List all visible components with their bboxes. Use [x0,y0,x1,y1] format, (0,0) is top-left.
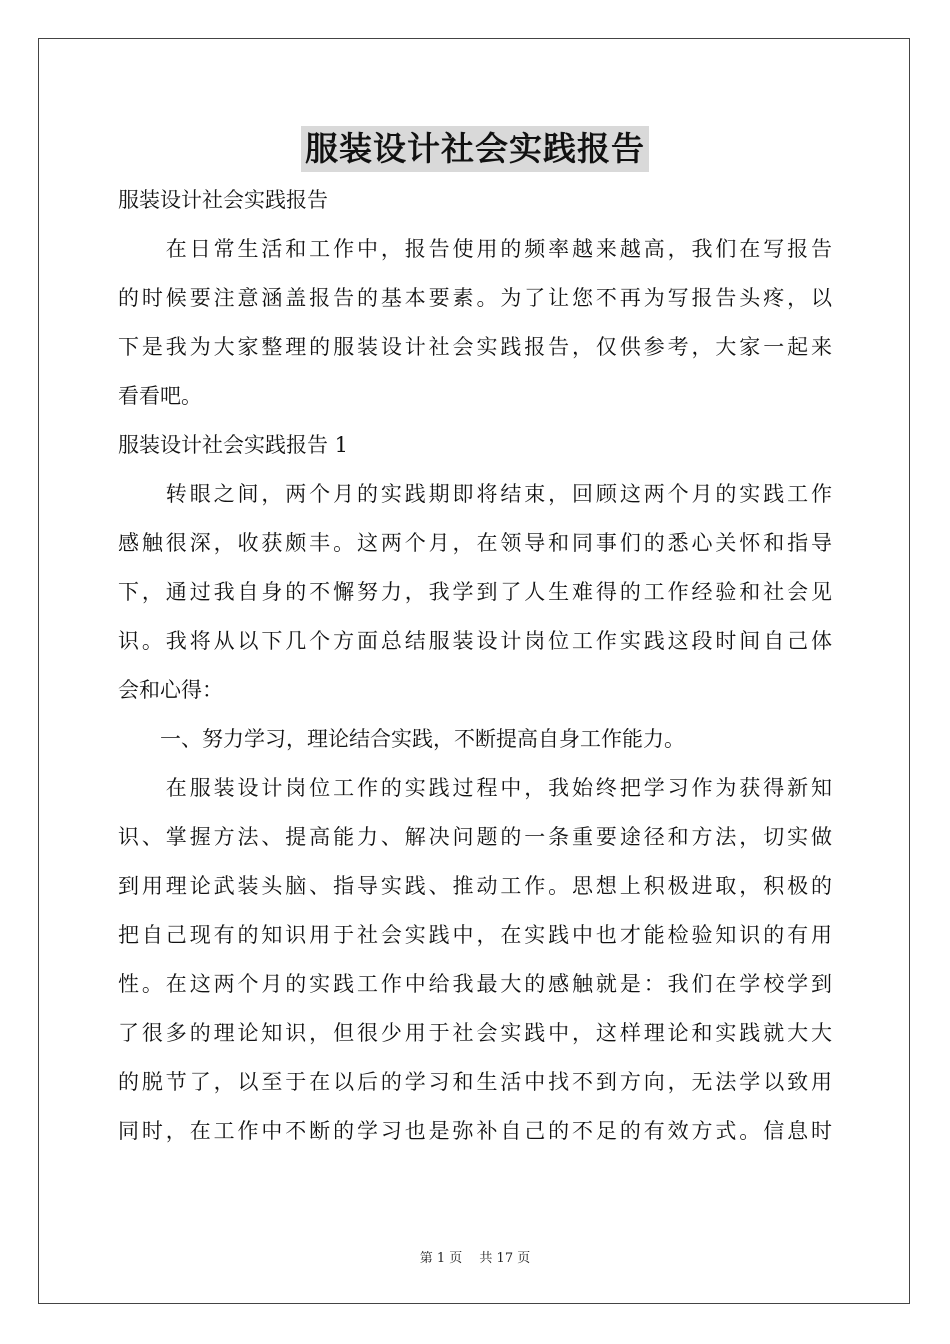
text-line: 识、掌握方法、提高能力、解决问题的一条重要途径和方法，切实做 [118,825,832,849]
text-line: 把自己现有的知识用于社会实践中，在实践中也才能检验知识的有用 [118,923,832,947]
text-line: 性。在这两个月的实践工作中给我最大的感触就是：我们在学校学到 [118,972,832,996]
text-line: 的时候要注意涵盖报告的基本要素。为了让您不再为写报告头疼，以 [118,286,832,310]
text-line: 识。我将从以下几个方面总结服装设计岗位工作实践这段时间自己体 [118,629,832,653]
text-line: 下，通过我自身的不懈努力，我学到了人生难得的工作经验和社会见 [118,580,832,604]
title-container [0,126,950,172]
text-line: 了很多的理论知识，但很少用于社会实践中，这样理论和实践就大大 [118,1021,832,1045]
text-line: 在日常生活和工作中，报告使用的频率越来越高，我们在写报告 [118,237,832,261]
text-line: 转眼之间，两个月的实践期即将结束，回顾这两个月的实践工作 [118,482,832,506]
document-title: 服装设计社会实践报告 [301,126,649,172]
document-body [118,176,832,1156]
text-line: 一、努力学习，理论结合实践，不断提高自身工作能力。 [118,727,685,751]
text-line: 下是我为大家整理的服装设计社会实践报告，仅供参考，大家一起来 [118,335,832,359]
section-heading: 服装设计社会实践报告 1 [118,433,349,457]
text-line: 同时，在工作中不断的学习也是弥补自己的不足的有效方式。信息时 [118,1119,832,1143]
text-line: 在服装设计岗位工作的实践过程中，我始终把学习作为获得新知 [118,776,832,800]
text-line: 到用理论武装头脑、指导实践、推动工作。思想上积极进取，积极的 [118,874,832,898]
text-line: 看看吧。 [118,384,202,408]
text-line: 服装设计社会实践报告 [118,188,328,212]
text-line: 的脱节了，以至于在以后的学习和生活中找不到方向，无法学以致用 [118,1070,832,1094]
text-line: 会和心得： [118,678,223,702]
text-line: 感触很深，收获颇丰。这两个月，在领导和同事们的悉心关怀和指导 [118,531,832,555]
page-number: 第 1 页 共 17 页 [419,1251,531,1266]
